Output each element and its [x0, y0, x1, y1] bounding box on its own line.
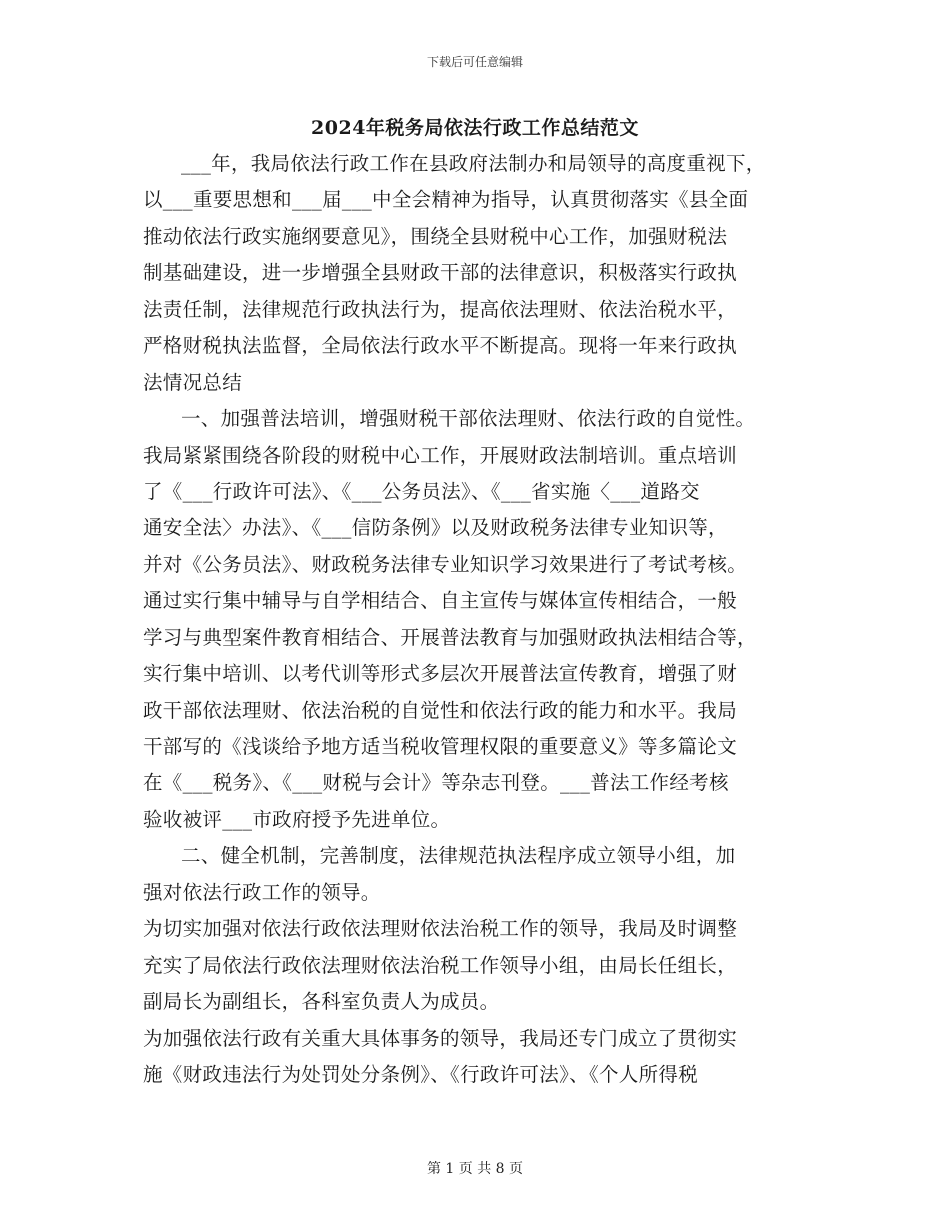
text-line: 了《___行政许可法》、《___公务员法》、《___省实施〈___道路交	[143, 479, 700, 503]
text-line: 为加强依法行政有关重大具体事务的领导，我局还专门成立了贯彻实	[143, 1026, 738, 1050]
text-line: 制基础建设，进一步增强全县财政干部的法律意识，积极落实行政执	[143, 261, 738, 285]
text-line: 二、健全机制，完善制度，法律规范执法程序成立领导小组，加	[181, 844, 736, 868]
text-line: 强对依法行政工作的领导。	[143, 880, 381, 904]
text-line: 法情况总结	[143, 370, 243, 394]
text-line: 我局紧紧围绕各阶段的财税中心工作，开展财政法制培训。重点培训	[143, 443, 738, 467]
text-line: 通安全法〉办法》、《___信防条例》以及财政税务法律专业知识等，	[143, 516, 728, 540]
text-line: 施《财政违法行为处罚处分条例》、《行政许可法》、《个人所得税	[143, 1062, 699, 1086]
text-line: 一、加强普法培训，增强财税干部依法理财、依法行政的自觉性。	[181, 407, 756, 431]
document-body	[143, 151, 833, 1098]
page-header: 下载后可任意编辑	[426, 55, 523, 69]
text-line: 验收被评___市政府授予先进单位。	[143, 807, 451, 831]
text-line: 为切实加强对依法行政依法理财依法治税工作的领导，我局及时调整	[143, 917, 738, 941]
text-line: 通过实行集中辅导与自学相结合、自主宣传与媒体宣传相结合，一般	[143, 589, 738, 613]
text-line: 干部写的《浅谈给予地方适当税收管理权限的重要意义》等多篇论文	[143, 735, 738, 758]
text-line: ___年，我局依法行政工作在县政府法制办和局领导的高度重视下，	[181, 152, 766, 175]
text-line: 政干部依法理财、依法治税的自觉性和依法行政的能力和水平。我局	[143, 698, 738, 722]
text-line: 学习与典型案件教育相结合、开展普法教育与加强财政执法相结合等，	[143, 625, 757, 649]
document-title: 2024年税务局依法行政工作总结范文	[311, 117, 639, 139]
text-line: 以___重要思想和___届___中全会精神为指导，认真贯彻落实《县全面	[143, 188, 749, 212]
text-line: 副局长为副组长，各科室负责人为成员。	[143, 990, 500, 1014]
text-line: 并对《公务员法》、财政税务法律专业知识学习效果进行了考试考核。	[143, 552, 748, 576]
text-line: 严格财税执法监督，全局依法行政水平不断提高。现将一年来行政执	[143, 334, 738, 358]
page-footer: 第 1 页 共 8 页	[426, 1161, 524, 1177]
text-line: 实行集中培训、以考代训等形式多层次开展普法宣传教育，增强了财	[143, 662, 738, 686]
text-line: 推动依法行政实施纲要意见》，围绕全县财税中心工作，加强财税法	[143, 224, 728, 248]
text-line: 充实了局依法行政依法理财依法治税工作领导小组，由局长任组长，	[143, 953, 738, 977]
text-line: 法责任制，法律规范行政执法行为，提高依法理财、依法治税水平，	[143, 297, 738, 321]
text-line: 在《___税务》、《___财税与会计》等杂志刊登。___普法工作经考核	[143, 771, 729, 795]
